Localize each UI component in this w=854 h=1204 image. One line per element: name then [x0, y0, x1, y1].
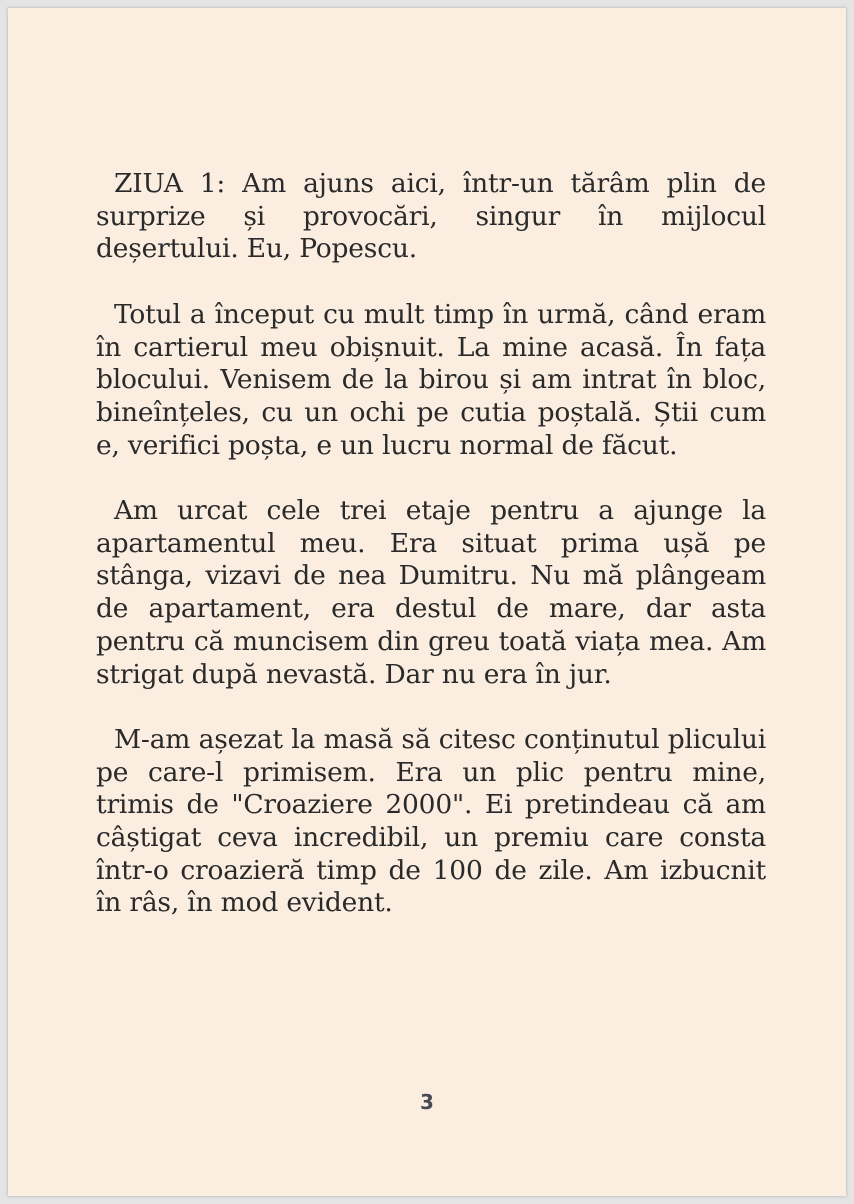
paragraph-3: Am urcat cele trei etaje pentru a ajunge la apartamentul meu. Era situat prima ușă pe stânga, vizavi de nea Dumitru. Nu mă plângeam de apartament, era destul de mare, dar asta pentru că muncisem din greu toată viața mea. Am strigat după nevastă. Dar nu era în jur.: [96, 495, 766, 690]
page-number: 3: [420, 1090, 434, 1114]
paragraph-1: ZIUA 1: Am ajuns aici, într-un tărâm plin de surprize și provocări, singur în mijlocul deșertului. Eu, Popescu.: [96, 168, 766, 265]
book-page: [8, 8, 846, 1196]
paragraph-2: Totul a început cu mult timp în urmă, când eram în cartierul meu obișnuit. La mine acasă. În fața blocului. Venisem de la birou și am intrat în bloc, bineînțeles, cu un ochi pe cutia poștală. Știi cum e, verifici poșta, e un lucru normal de făcut.: [96, 298, 766, 461]
page-text: [96, 168, 766, 953]
paragraph-4: M-am așezat la masă să citesc conținutul plicului pe care-l primisem. Era un plic pentru mine, trimis de "Croaziere 2000". Ei pretindeau că am câștigat ceva incredibil, un premiu care consta într-o croazieră timp de 100 de zile. Am izbucnit în râs, în mod evident.: [96, 723, 766, 919]
